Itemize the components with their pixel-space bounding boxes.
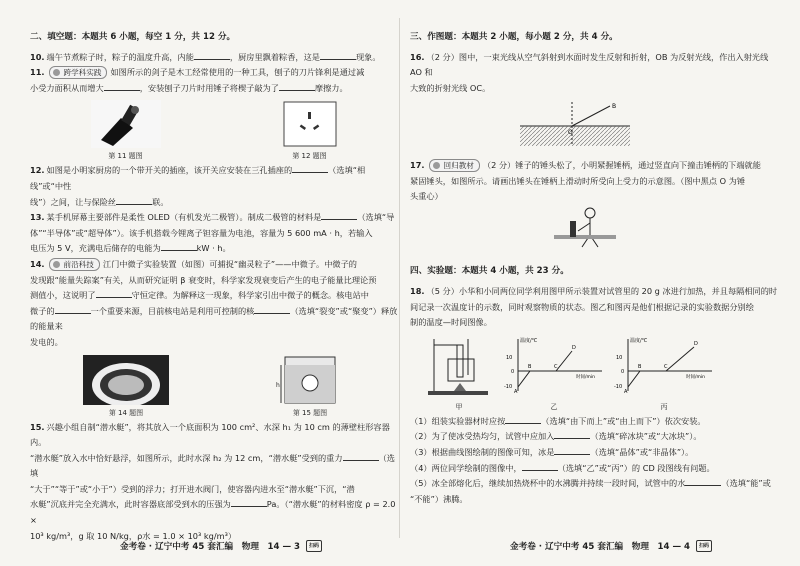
section-title: 三、作图题：本题共 2 小题，每小题 2 分，共 4 分。 <box>410 32 618 42</box>
figure-row-14-15 <box>30 355 398 418</box>
left-column <box>30 22 398 544</box>
svg-text:D: D <box>694 340 698 347</box>
figure-18 <box>424 335 778 412</box>
svg-text:10: 10 <box>616 354 623 361</box>
section-title: 四、实验题：本题共 4 小题，共 23 分。 <box>410 266 569 277</box>
svg-text:C: C <box>554 363 558 370</box>
question-16: 16. （2 分）图中，一束光线从空气斜射到水面时发生反射和折射，OB 为反射光线，作出入射光线 AO 和 大致的折射光线 OC。 <box>410 51 769 93</box>
question-17: 17. 回归教材 （2 分）锤子的锤头松了，小明紧握锤柄，通过竖直向下撞击锤柄的下端就能 紧固锤头，如图所示。请画出锤头在锤柄上滑动时所受向上受力的示意图。（图中黑点 O 为锤 头重心） <box>410 159 761 202</box>
light-reflection-diagram <box>520 98 630 148</box>
answer-blank[interactable] <box>554 429 590 439</box>
section-title: 二、填空题：本题共 6 小题，每空 1 分，共 12 分。 <box>30 32 236 42</box>
answer-blank[interactable] <box>321 210 357 220</box>
svg-text:C: C <box>664 363 668 370</box>
answer-blank[interactable] <box>343 451 379 461</box>
answer-blank[interactable] <box>554 445 590 455</box>
svg-text:A: A <box>514 388 518 395</box>
svg-text:D: D <box>572 344 576 351</box>
answer-blank[interactable] <box>685 476 721 486</box>
answer-blank[interactable] <box>231 497 267 507</box>
right-footer: 金考卷 · 辽宁中考 45 套汇编 物理 14 — 4 扫码 <box>510 540 712 552</box>
svg-text:B: B <box>638 363 642 370</box>
topic-tag: 跨学科实践 <box>49 66 108 79</box>
submarine-container-image <box>275 355 345 405</box>
column-divider <box>399 18 400 538</box>
figure-15: h 第 15 题图 <box>275 355 345 418</box>
plane-tool-image <box>91 100 161 148</box>
question-10: 10. 端午节煮粽子时，粽子的温度升高，内能 ，厨房里飘着粽香，这是 现象。 <box>30 51 381 62</box>
temperature-graph-c <box>614 335 714 399</box>
temperature-graph-b <box>504 335 604 399</box>
qr-badge: 扫码 <box>696 540 712 552</box>
svg-text:时间/min: 时间/min <box>686 374 706 380</box>
answer-blank[interactable] <box>116 195 152 205</box>
figure-11: 第 11 题图 <box>91 100 161 161</box>
question-18: 18. （5 分）小华和小同两位同学利用图甲所示装置对试管里的 20 g 冰进行加热，并且每隔相同的时 间记录一次温度计的示数，同时观察物质的状态。图乙和图丙是他们根据记录的实验数据分别绘 制的温度—时间图像。 <box>410 285 778 328</box>
question-13: 13. 某手机屏幕主要部件是柔性 OLED（有机发光二极管）。制成二极管的材料是 （选填“导 体”“半导体”或“超导体”）。该手机搭载今锂离子钽容量为电池，容量为 5 600 mA · h，若输入 电压为 5 V，充满电后储存的电能为 kW · h。 <box>30 212 395 254</box>
question-11: 11. 跨学科实践 如图所示的剑子是木工经常使用的一种工具，刨子的刀片锋利是通过减 小受力面积从而增大 ，安装刨子刀片时用锤子将楔子敲为了 摩擦力。 <box>30 67 365 93</box>
svg-text:A: A <box>624 388 628 395</box>
svg-text:-10: -10 <box>614 383 623 390</box>
figure-row-11-12 <box>30 100 398 161</box>
answer-blank[interactable] <box>96 288 132 298</box>
answer-blank[interactable] <box>55 304 91 314</box>
figure-18-apparatus: 甲 <box>424 335 494 412</box>
answer-blank[interactable] <box>279 81 315 91</box>
neutrino-detector-image <box>83 355 169 405</box>
qr-badge: 扫码 <box>306 540 322 552</box>
figure-12: 第 12 题图 <box>282 100 338 161</box>
figure-18-graph-b: 温度/℃ 10 0 -10 A B C D 时间/min 乙 <box>504 335 604 412</box>
answer-blank[interactable] <box>292 163 328 173</box>
svg-text:0: 0 <box>621 368 625 375</box>
figure-17 <box>550 205 778 257</box>
svg-text:温度/℃: 温度/℃ <box>630 337 648 344</box>
figure-14: 第 14 题图 <box>83 355 169 418</box>
question-12: 12. 如图是小明家厨房的一个带开关的插座，该开关应安装在三孔插座的 （选填“相线”或“中性 线”）之间，让与保险丝 联。 <box>30 165 366 207</box>
svg-text:温度/℃: 温度/℃ <box>520 337 538 344</box>
socket-image <box>282 100 338 148</box>
answer-blank[interactable] <box>505 414 541 424</box>
figure-18-graph-c: 温度/℃ 10 0 -10 A B C D 时间/min 丙 <box>614 335 714 412</box>
svg-text:B: B <box>528 363 532 370</box>
svg-text:-10: -10 <box>504 383 513 390</box>
question-15: 15. 兴趣小组自制“潜水艇”，将其放入一个底面积为 100 cm²、水深 h₁ 为 10 cm 的薄壁柱形容器内。 “潜水艇”放入水中恰好悬浮，如图所示，此时水深 h₂ 为 12 cm，“潜水艇”受到的重力 （选填 “大于”“等于”或“小于”）受到的浮力；打开进水阀门，使容器内进水至“潜水艇”下沉，“潜 水艇”沉底并完全充满水，此时容器底部受到水的压强为 Pa。（“潜水艇”的材料密度 ρ = 2.0 × 10³ kg/m³，g 取 10 N/kg，ρ水 = 1.0 × 10³ kg/m³） <box>30 421 396 541</box>
answer-blank[interactable] <box>194 50 230 60</box>
answer-blank[interactable] <box>320 50 356 60</box>
question-18-sub2: （2）为了使冰受热均匀，试管中应加入 （选填“碎冰块”或“大冰块”）。 <box>410 431 702 442</box>
hammer-diagram <box>550 205 620 251</box>
answer-blank[interactable] <box>161 241 197 251</box>
question-18-sub1: （1）组装实验器材时应按 （选填“由下而上”或“由上而下”）依次安装。 <box>410 415 706 426</box>
svg-text:B: B <box>612 103 617 111</box>
figure-16 <box>520 98 778 154</box>
answer-blank[interactable] <box>522 461 558 471</box>
svg-text:O: O <box>568 129 573 137</box>
svg-text:时间/min: 时间/min <box>576 374 596 380</box>
right-column <box>410 22 778 507</box>
left-footer: 金考卷 · 辽宁中考 45 套汇编 物理 14 — 3 扫码 <box>120 540 322 552</box>
question-18-sub4: （4）两位同学绘制的图像中， （选填“乙”或“丙”）的 CD 段图线有问题。 <box>410 462 715 473</box>
svg-text:0: 0 <box>511 368 515 375</box>
answer-blank[interactable] <box>254 304 290 314</box>
question-14: 14. 前沿科技 江门中微子实验装置（如图）可捕捉“幽灵粒子”——中微子。中微子的 发现跟“能量失踪案”有关，从而研究证明 β 衰变时，科学家发现衰变后产生的电子能量比理论预 测值小，这说明了 守恒定律。为解释这一现象，科学家引出中微子的概念。核电站中 微子的 一个重要来源，目前核电站是利用可控制的核 （选填“裂变”或“聚变”）释放的能量来 发电的。 <box>30 258 398 347</box>
heating-apparatus-diagram <box>424 335 494 399</box>
answer-blank[interactable] <box>104 81 140 91</box>
svg-text:h: h <box>276 381 280 389</box>
svg-text:10: 10 <box>506 354 513 361</box>
question-18-sub3: （3）根据曲线图绘制的图像可知，冰是 （选填“晶体”或“非晶体”）。 <box>410 446 694 457</box>
topic-tag: 回归教材 <box>429 159 480 172</box>
topic-tag: 前沿科技 <box>49 258 100 271</box>
question-18-sub5: （5）冰全部熔化后，继续加热烧杯中的水沸腾并持续一段时间，试管中的水 （选填“能”或 “不能”）沸腾。 <box>410 478 771 504</box>
